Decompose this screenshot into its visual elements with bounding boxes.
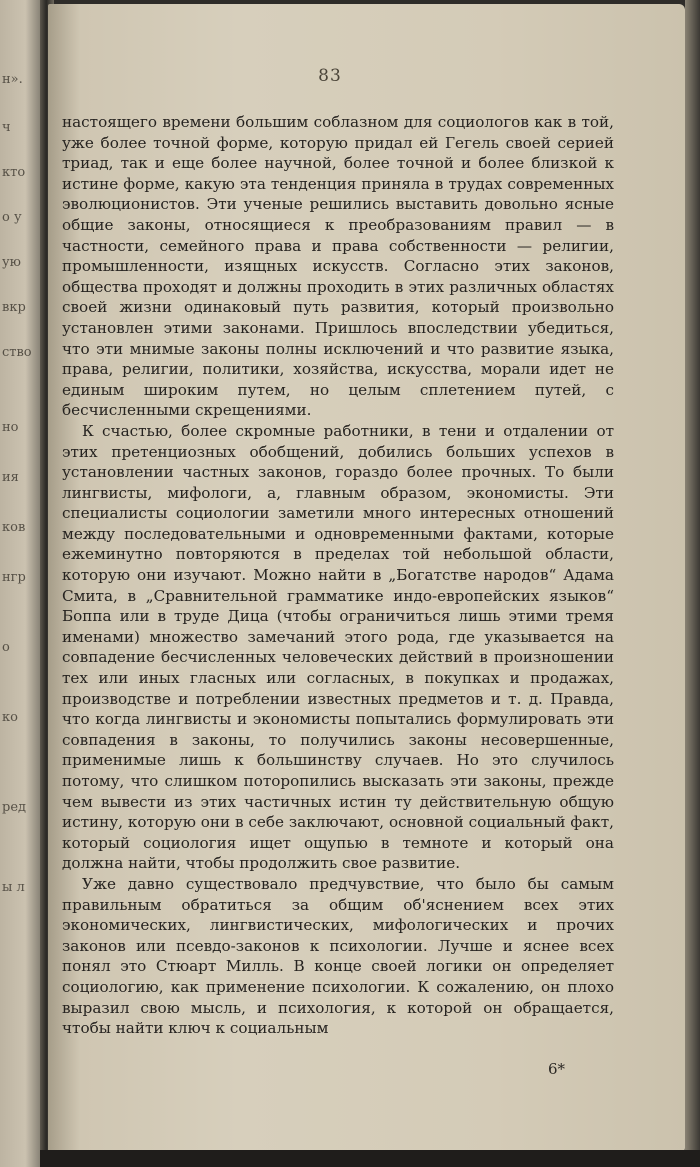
page-body [62,112,614,1039]
left-page-fragment: ред [2,800,27,815]
left-page-fragment: ч [2,120,11,135]
left-page-fragment: ство [2,345,32,360]
left-page-fragment: ков [2,520,26,535]
left-page-fragment: ия [2,470,19,485]
paragraph: настоящего времени большим соблазном для социологов как в той, уже более точной форме, которую придал ей Гегель своей серией триад, так и еще более научной, более точной и более близкой к истине форме, какую эта тенденция приняла в трудах современных эволюционистов. Эти ученые решились выставить довольно ясные общие законы, относящиеся к преобразованиям правил — в частности, семейного права и права собственности — религии, промышленности, изящных искусств. Согласно этих законов, общества проходят и должны проходить в этих различных областях своей жизни одинаковый путь развития, который произвольно установлен этими законами. Пришлось впоследствии убедиться, что эти мнимые законы полны исключений и что развитие языка, права, религии, политики, хозяйства, искусства, морали идет не единым широким путем, но целым сплетением путей, с бесчисленными скрещениями. [62,113,614,420]
left-page-fragment: ы л [2,880,25,895]
left-page-fragment: ко [2,710,18,725]
left-page-fragment: ую [2,255,21,270]
right-page-edge [685,0,700,1167]
bottom-page-edge [40,1150,700,1167]
signature-mark: 6* [548,1060,566,1078]
left-page-fragment: кто [2,165,26,180]
page-number: 83 [318,66,342,86]
paragraph: К счастью, более скромные работники, в тени и отдалении от этих претенциозных обобщений, добились больших успехов в установлении частных законов, гораздо более прочных. То были лингвисты, мифологи, а, главным образом, экономисты. Эти специалисты социологии заметили много интересных отношений между последовательными и одновременными фактами, которые ежеминутно повторяются в пределах той небольшой области, которую они изучают. Можно найти в „Богатстве народов“ Адама Смита, в „Сравнительной грамматике индо-европейских языков“ Боппа или в труде Дица (чтобы ограничиться лишь этими тремя именами) множество замечаний этого рода, где указывается на совпадение бесчисленных человеческих действий в произношении тех или иных гласных или согласных, в покупках и продажах, производстве и потреблении известных предметов и т. д. Правда, что когда лингвисты и экономисты попытались формулировать эти совпадения в законы, то получились законы несовершенные, применимые лишь к большинству случаев. Но это случилось потому, что слишком поторопились высказать эти законы, прежде чем вывести из этих частичных истин ту действительную общую истину, которую они в себе заключают, основной социальный факт, который социология ищет ощупью в темноте и который она должна найти, чтобы продолжить свое развитие. [62,421,614,873]
left-page-fragment: н». [2,72,23,87]
left-page-fragment: о [2,640,10,655]
left-page-fragment: нгр [2,570,26,585]
left-page-fragment: вкр [2,300,26,315]
left-page-fragment: о у [2,210,22,225]
left-page-fragment: но [2,420,19,435]
paragraph: Уже давно существовало предчувствие, что было бы самым правильным обратиться за общим об'яснением всех этих экономических, лингвистических, мифологических и прочих законов или псевдо-законов к психологии. Лучше и яснее всех понял это Стюарт Милль. В конце своей логики он определяет социологию, как применение психологии. К сожалению, он плохо выразил свою мысль, и психология, к которой он обращается, чтобы найти ключ к социальным [62,874,614,1038]
